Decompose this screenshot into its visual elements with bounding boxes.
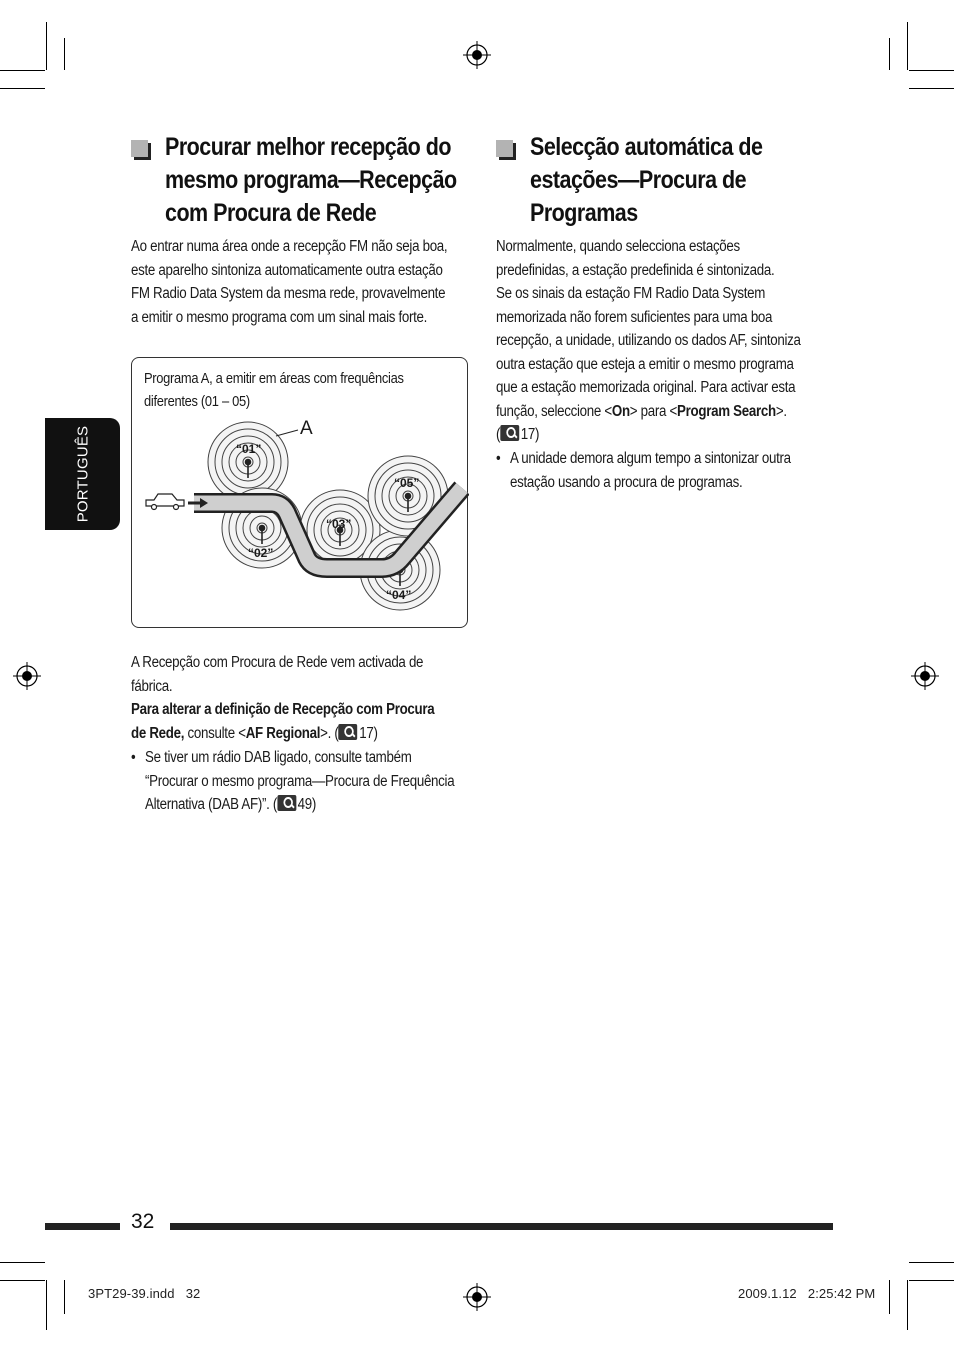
right-bullet-mark: • xyxy=(496,450,501,467)
crop-mark xyxy=(0,1280,45,1281)
crop-mark xyxy=(46,1280,47,1330)
left-note-paragraph: A Recepção com Procura de Rede vem activada de fábrica. Para alterar a definição de Recepção com Procura de Rede, consulte <AF Regional>. ( 17) xyxy=(131,654,435,742)
timestamp: 2009.1.12 2:25:42 PM xyxy=(738,1286,876,1301)
page-number: 32 xyxy=(131,1210,155,1233)
crop-mark xyxy=(909,1262,954,1263)
right-section-title: Selecção automática de estações—Procura de Programas xyxy=(530,133,763,227)
registration-mark-icon xyxy=(463,41,491,69)
station-label-02: “02” xyxy=(248,546,274,560)
section-square-icon xyxy=(496,140,513,157)
footer-bar-left xyxy=(45,1223,120,1230)
section-square-icon xyxy=(131,140,148,157)
reference-magnifier-icon xyxy=(339,724,358,740)
registration-mark-icon xyxy=(911,662,939,690)
network-diagram xyxy=(132,358,469,629)
left-section-title: Procurar melhor recepção do mesmo programa—Recepção com Procura de Rede xyxy=(165,133,457,227)
station-label-05: “05” xyxy=(394,476,420,490)
registration-mark-icon xyxy=(463,1283,491,1311)
left-bullet-text: Se tiver um rádio DAB ligado, consulte também “Procurar o mesmo programa—Procura de Frequência Alternativa (DAB AF)”. ( 49) xyxy=(145,749,455,813)
figure-caption: Programa A, a emitir em áreas com frequências diferentes (01 – 05) xyxy=(144,370,404,410)
crop-mark xyxy=(64,1280,65,1314)
left-bullet-mark: • xyxy=(131,749,136,766)
footer-bar-right xyxy=(170,1223,833,1230)
crop-mark xyxy=(64,38,65,70)
station-label-04: “04” xyxy=(386,588,412,602)
crop-mark xyxy=(0,70,45,71)
crop-mark xyxy=(0,88,45,89)
crop-mark xyxy=(889,38,890,70)
crop-mark xyxy=(0,1262,45,1263)
language-tab-label: PORTUGUÊS xyxy=(74,425,91,523)
label-a-pointer xyxy=(276,430,298,436)
station-label-03: “03” xyxy=(326,517,352,531)
language-tab xyxy=(45,418,120,530)
registration-mark-icon xyxy=(13,662,41,690)
label-a: A xyxy=(300,418,313,439)
crop-mark xyxy=(889,1280,890,1314)
right-body-paragraph: Normalmente, quando selecciona estações predefinidas, a estação predefinida é sintonizada. Se os sinais da estação FM Radio Data System memorizada não forem suficientes para uma boa recepção, a unidade, utilizando os dados AF, sintoniza outra estação que esteja a emitir o mesmo programa que a estação memorizada original. Para activar esta função, seleccione <On> para <Program Search>. ( 17) xyxy=(496,238,801,443)
left-intro-paragraph: Ao entrar numa área onde a recepção FM não seja boa, este aparelho sintoniza automaticamente outra estação FM Radio Data System da mesma rede, provavelmente a emitir o mesmo programa com um sinal mais forte. xyxy=(131,238,448,326)
station-label-01: “01” xyxy=(236,442,262,456)
crop-mark xyxy=(909,70,954,71)
reference-magnifier-icon xyxy=(277,795,296,811)
crop-mark xyxy=(907,1280,908,1330)
file-label: 3PT29-39.indd 32 xyxy=(88,1286,201,1301)
crop-mark xyxy=(909,88,954,89)
crop-mark xyxy=(907,22,908,70)
crop-mark xyxy=(909,1280,954,1281)
reference-magnifier-icon xyxy=(500,425,519,441)
car-icon xyxy=(146,494,184,510)
crop-mark xyxy=(46,22,47,70)
network-figure xyxy=(131,357,468,628)
right-bullet-text: A unidade demora algum tempo a sintonizar outra estação usando a procura de programas. xyxy=(510,450,791,491)
